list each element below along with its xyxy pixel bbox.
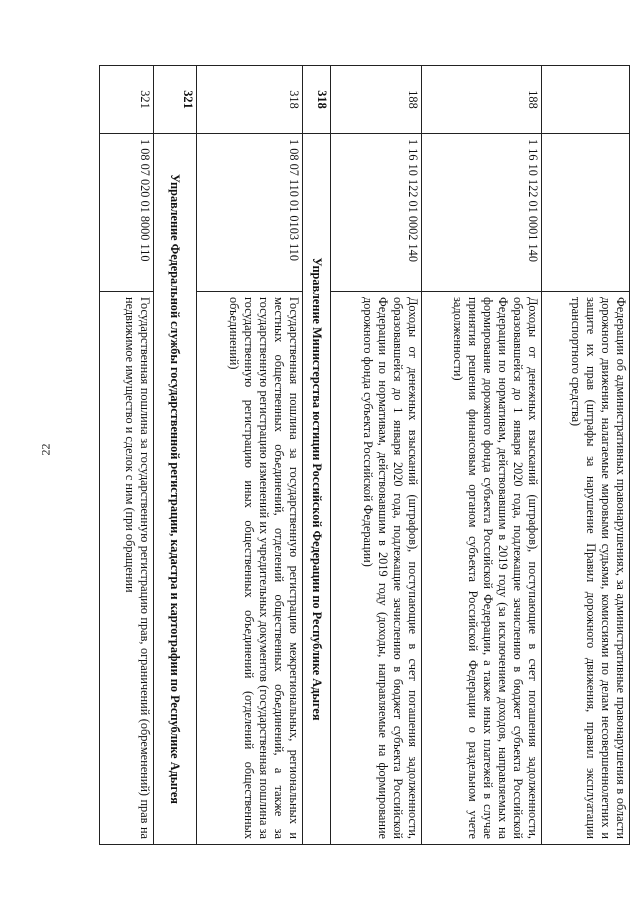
revenue-description-cell: Государственная пошлина за государственную регистрацию межрегиональных, региональных и местных общественных объединений, отделений общественных объединений, а также за государственную регистрацию изменений их учредительных документов (государственная пошлина за государственную регистрацию иных общественных объединений (отделений общественных объединений): [197, 292, 303, 845]
revenue-code-cell: 1 16 10 122 01 0001 140: [422, 134, 542, 292]
section-heading-row: [154, 66, 197, 845]
revenue-code-cell: 1 08 07 110 01 0103 110: [197, 134, 303, 292]
table-row: [331, 66, 422, 845]
admin-code-cell: 188: [422, 66, 542, 134]
revenue-description-cell: Государственная пошлина за государственную регистрацию прав, ограничений (обременений) прав на недвижимое имущество и сделок с ним (при обращении: [100, 292, 154, 845]
revenue-description-cell: Доходы от денежных взысканий (штрафов), поступающие в счет погашения задолженности, образовавшейся до 1 января 2020 года, подлежащие зачислению в бюджет субъекта Российской Федерации по нормативам, действовавшим в 2019 году (доходы, направляемые на формирование дорожного фонда субъекта Российской Федерации): [331, 292, 422, 845]
admin-code-cell: [542, 66, 630, 134]
table-row: [100, 66, 154, 845]
section-heading-row: [303, 66, 331, 845]
revenue-code-cell: 1 08 07 020 01 8000 110: [100, 134, 154, 292]
section-heading: Управление Министерства юстиции Российской Федерации по Республике Адыгея: [303, 134, 331, 845]
rotated-page-content: [100, 65, 630, 845]
admin-code-cell: 318: [197, 66, 303, 134]
revenue-description-cell: Доходы от денежных взысканий (штрафов), поступающие в счет погашения задолженности, образовавшейся до 1 января 2020 года, подлежащие зачислению в бюджет субъекта Российской Федерации по нормативам, действовавшим в 2019 году (за исключением доходов, направляемых на формирование дорожного фонда субъекта Российской Федерации, а также иных платежей в случае принятия решения финансовым органом субъекта Российской Федерации о раздельном учете задолженности): [422, 292, 542, 845]
section-heading: Управление Федеральной службы государственной регистрации, кадастра и картографии по Республике Адыгея: [154, 134, 197, 845]
admin-code-cell: 321: [154, 66, 197, 134]
revenue-code-cell: [542, 134, 630, 292]
revenue-codes-table: [99, 65, 630, 845]
admin-code-cell: 188: [331, 66, 422, 134]
revenue-description-cell: Федерации об административных правонарушениях, за административные правонарушения в области дорожного движения, налагаемые мировыми судьями, комиссиями по делам несовершеннолетних и защите их прав (штрафы за нарушение Правил дорожного движения, правил эксплуатации транспортного средства): [542, 292, 630, 845]
table-row: [422, 66, 542, 845]
page-number: 22: [38, 443, 53, 456]
admin-code-cell: 318: [303, 66, 331, 134]
table-row: [542, 66, 630, 845]
admin-code-cell: 321: [100, 66, 154, 134]
table-row: [197, 66, 303, 845]
revenue-code-cell: 1 16 10 122 01 0002 140: [331, 134, 422, 292]
